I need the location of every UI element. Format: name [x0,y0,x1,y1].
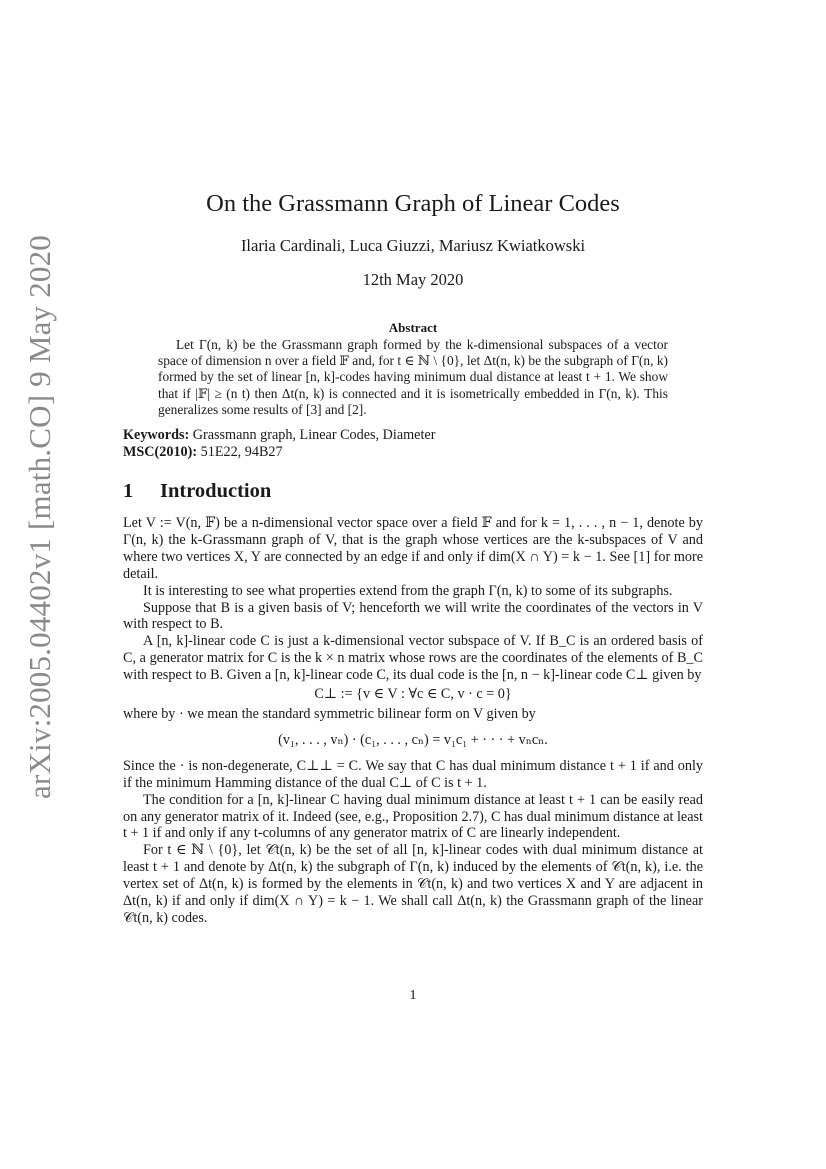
abstract-heading: Abstract [388,320,438,335]
arxiv-identifier: arXiv:2005.04402v1 [math.CO] 9 May 2020 [22,234,57,800]
paper-authors: Ilaria Cardinali, Luca Giuzzi, Mariusz Kwiatkowski [240,236,586,255]
equation-dual-code: C⊥ := {v ∈ V : ∀c ∈ C, v · c = 0} [314,686,512,703]
keywords-value: Grassmann graph, Linear Codes, Diameter [192,427,436,443]
section-title: Introduction [160,480,272,502]
equation-bilinear-form: (v₁, . . . , vₙ) · (c₁, . . . , cₙ) = v₁c₁ + · · · + vₙcₙ. [278,731,548,748]
paragraph: Suppose that B is a given basis of V; henceforth we will write the coordinates of the vectors in V with respect to B. [123,599,703,633]
section-heading [123,480,271,503]
arxiv-sidebar-stamp [10,234,70,800]
metadata-block [123,427,435,460]
msc-line [123,444,435,461]
paragraph: A [n, k]-linear code C is just a k-dimensional vector subspace of V. If B_C is an ordered basis of C, a generator matrix for C is the k × n matrix whose rows are the coordinates of the elements of B_C with respect to B. Given a [n, k]-linear code C, its dual code is the [n, n − k]-linear code C⊥ given by [123,633,703,684]
paragraph: where by · we mean the standard symmetric bilinear form on V given by [123,705,536,722]
keywords-line [123,427,435,444]
paragraph: It is interesting to see what properties extend from the graph Γ(n, k) to some of its subgraphs. [143,582,673,599]
paragraph: Let V := V(n, 𝔽) be a n-dimensional vector space over a field 𝔽 and for k = 1, . . . , n − 1, denote by Γ(n, k) the k-Grassmann graph of V, that is the graph whose vertices are the k-subspaces of V and where two vertices X, Y are connected by an edge if and only if dim(X ∩ Y) = k − 1. See [1] for more detail. [123,515,703,582]
abstract-text: Let Γ(n, k) be the Grassmann graph formed by the k-dimensional subspaces of a vector space of dimension n over a field 𝔽 and, for t ∈ ℕ \ {0}, let Δt(n, k) be the subgraph of Γ(n, k) formed by the set of linear [n, k]-codes having minimum dual distance at least t + 1. We show that if |𝔽| ≥ (n t) then Δt(n, k) is connected and it is isometrically embedded in Γ(n, k). This generalizes some results of [3] and [2]. [158,337,668,417]
body-text [123,515,703,927]
page-number: 1 [409,988,417,1003]
msc-label: MSC(2010): [123,443,198,460]
paragraph: The condition for a [n, k]-linear C having dual minimum distance at least t + 1 can be easily read on any generator matrix of it. Indeed (see, e.g., Proposition 2.7), C has dual minimum distance at least t + 1 if and only if any t-columns of any generator matrix of C are linearly independent. [123,791,703,842]
abstract-block [158,337,668,418]
paper-title: On the Grassmann Graph of Linear Codes [206,190,620,217]
paragraph: For t ∈ ℕ \ {0}, let 𝒞t(n, k) be the set of all [n, k]-linear codes with dual minimum distance at least t + 1 and denote by Δt(n, k) the subgraph of Γ(n, k) induced by the elements of 𝒞t(n, k), i.e. the vertex set of Δt(n, k) is formed by the elements in 𝒞t(n, k) and two vertices X and Y are adjacent in Δt(n, k) if and only if dim(X ∩ Y) = k − 1. We shall call Δt(n, k) the Grassmann graph of the linear 𝒞t(n, k) codes. [123,842,703,926]
paragraph: Since the · is non-degenerate, C⊥⊥ = C. We say that C has dual minimum distance t + 1 if and only if the minimum Hamming distance of the dual C⊥ of C is t + 1. [123,757,703,791]
keywords-label: Keywords: [123,427,190,443]
paper-date: 12th May 2020 [362,270,464,289]
msc-value: 51E22, 94B27 [200,443,283,460]
section-number: 1 [123,480,134,502]
